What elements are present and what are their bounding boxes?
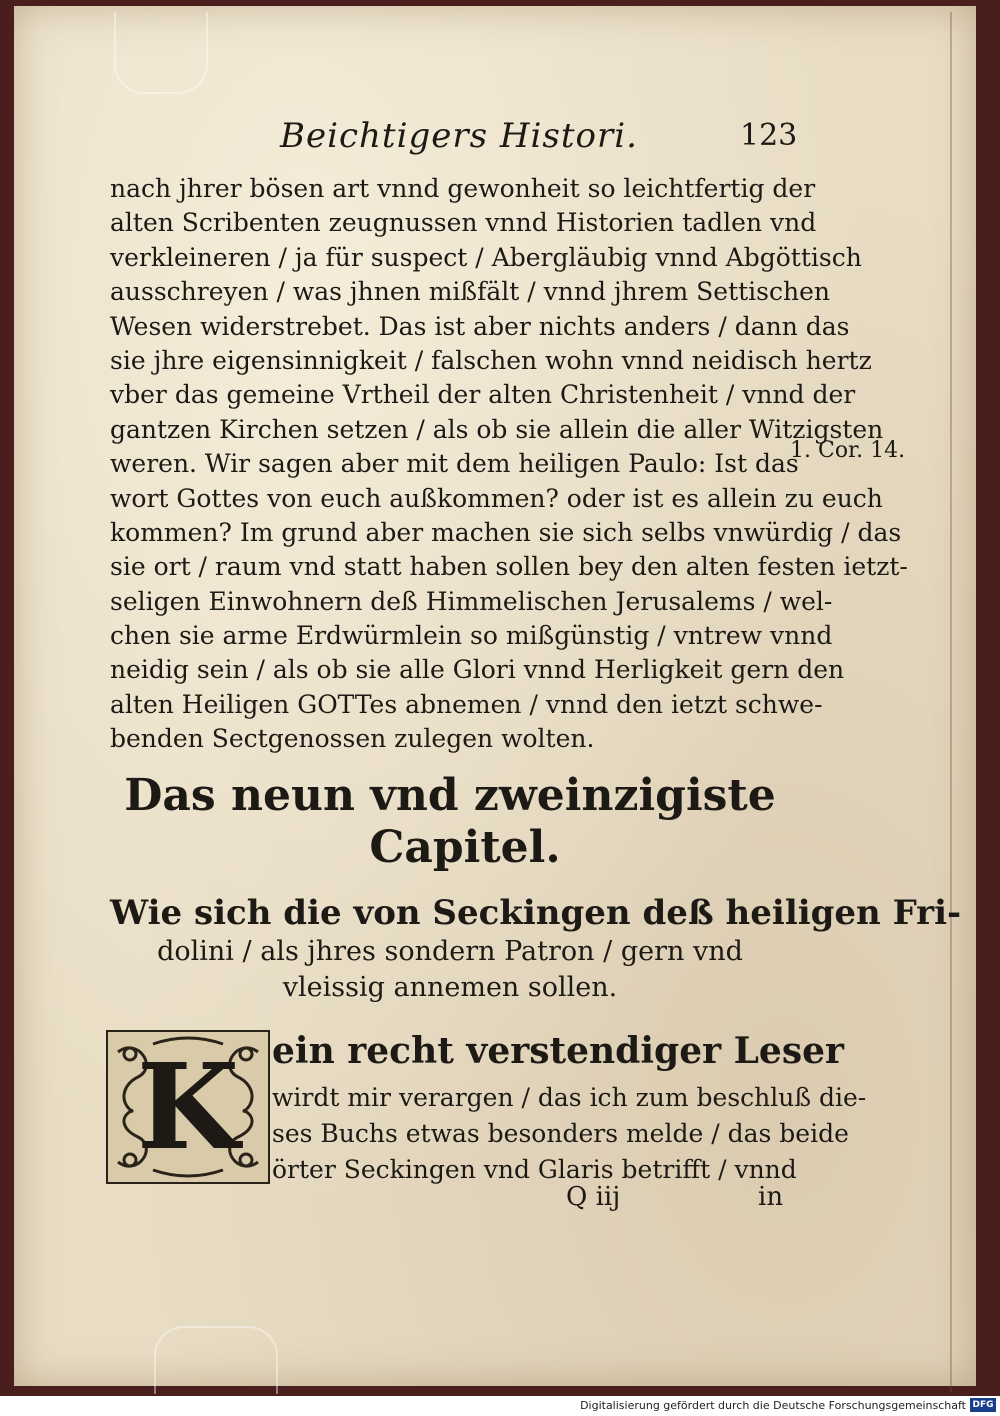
- text-line: seligen Einwohnern deß Himmelischen Jerusalems / wel-: [110, 586, 833, 616]
- text-line: verkleineren / ja für suspect / Abergläubig vnnd Abgöttisch: [110, 242, 862, 272]
- funding-credit: Digitalisierung gefördert durch die Deutsche Forschungsgemeinschaft: [580, 1399, 966, 1412]
- text-line: sie ort / raum vnd statt haben sollen bey den alten festen ietzt-: [110, 552, 908, 582]
- text-line: nach jhrer bösen art vnnd gewonheit so leichtfertig der: [110, 174, 816, 203]
- text-line: sie jhre eigensinnigkeit / falschen wohn vnnd neidisch hertz: [110, 345, 872, 375]
- paper-fold-mark: [114, 12, 208, 94]
- margin-note: 1. Cor. 14.: [790, 438, 906, 463]
- subtitle-line: dolini / als jhres sondern Patron / gern vnd: [157, 936, 743, 967]
- page-edge: [950, 12, 952, 1392]
- text-line: kommen? Im grund aber machen sie sich selbs vnwürdig / das: [110, 517, 902, 547]
- paper-fold-mark-bottom: [154, 1326, 278, 1394]
- lead-line: ein recht verstendiger Leser: [272, 1030, 844, 1072]
- subtitle-line: Wie sich die von Seckingen deß heiligen Fri-: [110, 893, 962, 933]
- text-line: ses Buchs etwas besonders melde / das beide: [272, 1119, 849, 1148]
- section-text: [272, 1080, 867, 1188]
- chapter-title-line: Capitel.: [369, 822, 561, 873]
- running-head: Beichtigers Histori.: [280, 116, 638, 156]
- text-line: Wesen widerstrebet. Das ist aber nichts anders / dann das: [110, 311, 850, 341]
- text-line: wort Gottes von euch außkommen? oder ist es allein zu euch: [110, 483, 883, 513]
- dfg-logo-icon: DFG: [970, 1398, 996, 1412]
- text-line: benden Sectgenossen zulegen wolten.: [110, 724, 595, 754]
- initial-letter: K: [136, 1037, 240, 1176]
- text-line: ausschreyen / was jhnen mißfält / vnnd jhrem Settischen: [110, 277, 831, 307]
- text-line: chen sie arme Erdwürmlein so mißgünstig / vntrew vnnd: [110, 621, 833, 651]
- text-line: neidig sein / als ob sie alle Glori vnnd Herligkeit gern den: [110, 655, 845, 685]
- text-line: alten Heiligen GOTTes abnemen / vnnd den ietzt schwe-: [110, 689, 823, 719]
- text-line: vber das gemeine Vrtheil der alten Christenheit / vnnd der: [110, 380, 856, 410]
- chapter-subtitle: [110, 892, 962, 1006]
- text-line: gantzen Kirchen setzen / als ob sie allein die aller Witzigsten: [110, 414, 884, 444]
- subtitle-line: vleissig annemen sollen.: [282, 972, 618, 1003]
- page-number: 123: [740, 118, 798, 153]
- catchword: in: [758, 1182, 784, 1212]
- text-line: weren. Wir sagen aber mit dem heiligen Paulo: Ist das: [110, 449, 799, 479]
- chapter-title-line: Das neun vnd zweinzigiste: [124, 770, 776, 821]
- signature-mark: Q iij: [566, 1182, 621, 1212]
- decorated-initial: [106, 1030, 270, 1184]
- text-line: alten Scribenten zeugnussen vnnd Historien tadlen vnd: [110, 208, 817, 238]
- text-line: wirdt mir verargen / das ich zum beschluß die-: [272, 1083, 867, 1112]
- chapter-title: [110, 770, 790, 874]
- text-line: örter Seckingen vnd Glaris betrifft / vnnd: [272, 1155, 797, 1184]
